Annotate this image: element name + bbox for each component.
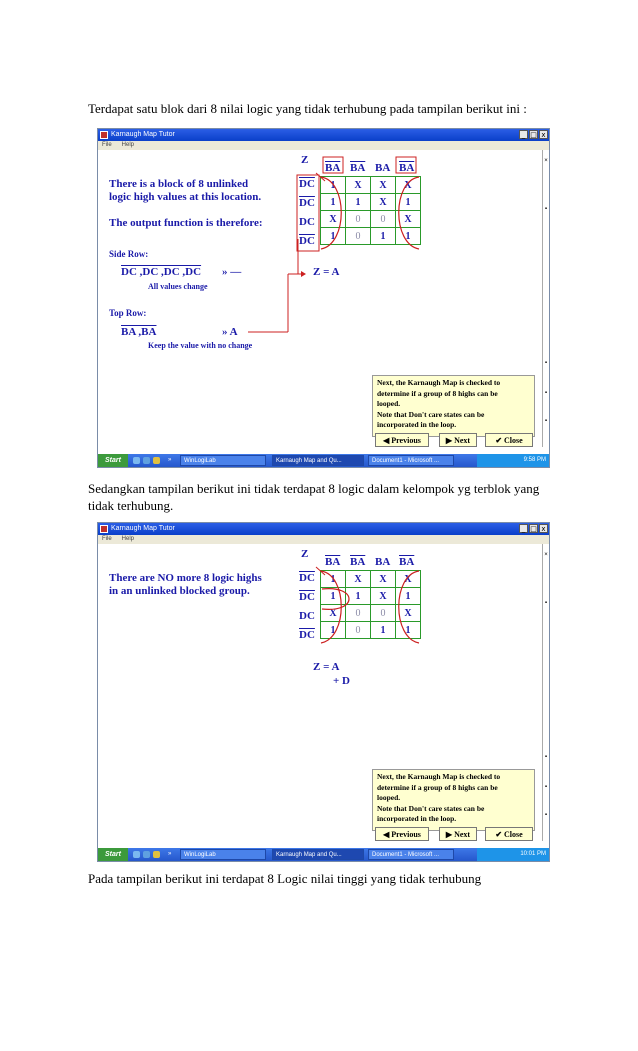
note-line: incorporated in the loop.: [377, 420, 457, 429]
clock: 9:58 PM: [523, 457, 546, 463]
kmap-cell: 1: [396, 622, 421, 639]
kmap-cell: 1: [321, 194, 346, 211]
paragraph-middle: Sedangkan tampilan berikut ini tidak terdapat 8 logic dalam kelompok yg terblok yang tidak terhubung.: [88, 481, 540, 513]
taskbar: [98, 848, 549, 861]
taskbar-item-document[interactable]: Document1 - Microsoft ...: [368, 455, 454, 466]
col-header-3: BA: [375, 556, 391, 568]
note-line: Next, the Karnaugh Map is checked to: [377, 378, 501, 387]
taskbar-item-karnaugh[interactable]: Karnaugh Map and Qu...: [272, 455, 364, 466]
karnaugh-map-grid: [320, 176, 421, 245]
kmap-cell: 1: [321, 622, 346, 639]
next-button[interactable]: ▶ Next: [439, 827, 477, 841]
arrow-head-icon: [301, 271, 306, 277]
window-title: Karnaugh Map Tutor: [111, 131, 175, 138]
note-line: Next, the Karnaugh Map is checked to: [377, 772, 501, 781]
minimize-button[interactable]: _: [519, 130, 528, 139]
screenshot-1: [97, 128, 550, 468]
taskbar-item-winlogilab[interactable]: WinLogiLab: [180, 455, 266, 466]
kmap-cell: X: [396, 177, 421, 194]
scroll-strip[interactable]: [542, 544, 549, 841]
top-row-label: Top Row:: [109, 308, 147, 318]
kmap-cell: X: [396, 211, 421, 228]
kmap-cell: X: [371, 194, 396, 211]
close-icon: ×: [544, 552, 548, 558]
top-row-terms: BA ,BA: [121, 326, 157, 338]
start-button[interactable]: Start: [98, 454, 128, 467]
kmap-cell: 0: [371, 605, 396, 622]
row-header-3: DC: [299, 216, 315, 228]
explanation-line-1: There are NO more 8 logic highs: [109, 572, 262, 584]
folder-icon[interactable]: [153, 457, 160, 464]
system-tray: [477, 848, 549, 861]
note-line: looped.: [377, 793, 401, 802]
kmap-cell: 1: [346, 194, 371, 211]
menu-help[interactable]: Help: [121, 536, 135, 542]
kmap-cell: 1: [396, 228, 421, 245]
col-header-3: BA: [375, 162, 391, 174]
close-button[interactable]: ✔ Close: [485, 433, 533, 447]
explanation-line-1: There is a block of 8 unlinked: [109, 178, 249, 190]
previous-button[interactable]: ◀ Previous: [375, 827, 429, 841]
kmap-cell: 0: [346, 622, 371, 639]
maximize-button[interactable]: □: [530, 131, 537, 139]
minimize-button[interactable]: _: [519, 524, 528, 533]
all-values-change-label: All values change: [148, 282, 208, 291]
explanation-line-2: logic high values at this location.: [109, 191, 262, 203]
kmap-cell: X: [396, 605, 421, 622]
kmap-cell: X: [346, 177, 371, 194]
top-row-arrow: » A: [222, 326, 238, 338]
kmap-cell: 1: [396, 194, 421, 211]
paragraph-intro: Terdapat satu blok dari 8 nilai logic yang tidak terhubung pada tampilan berikut ini :: [88, 101, 527, 116]
screenshot-2: [97, 522, 550, 862]
z-label: Z: [301, 154, 309, 166]
note-line: Note that Don't care states can be: [377, 409, 485, 419]
scroll-marker-icon: ▪: [544, 754, 548, 760]
menu-bar: [98, 141, 549, 150]
title-bar: [98, 523, 549, 535]
side-row-connector: [288, 239, 298, 274]
window-title: Karnaugh Map Tutor: [111, 525, 175, 532]
kmap-cell: 1: [346, 588, 371, 605]
taskbar: [98, 454, 549, 467]
kmap-cell: X: [321, 211, 346, 228]
title-bar: [98, 129, 549, 141]
kmap-cell: X: [371, 571, 396, 588]
kmap-cell: 1: [321, 571, 346, 588]
col-header-2: $\overline{BA}$: [350, 162, 366, 174]
browser-icon[interactable]: [133, 851, 140, 858]
menu-help[interactable]: Help: [121, 142, 135, 148]
karnaugh-map-grid: [320, 570, 421, 639]
scroll-marker-icon: ▪: [544, 600, 548, 606]
maximize-button[interactable]: □: [530, 525, 537, 533]
paragraph-closing: Pada tampilan berikut ini terdapat 8 Logic nilai tinggi yang tidak terhubung: [88, 871, 482, 886]
col-header-1: $\overline{BA}$: [325, 556, 341, 568]
col-header-1: $\overline{BA}$: [325, 162, 341, 174]
keep-value-label: Keep the value with no change: [148, 341, 253, 350]
close-button[interactable]: ✔ Close: [485, 827, 533, 841]
kmap-cell: X: [371, 588, 396, 605]
kmap-cell: 1: [321, 228, 346, 245]
quicklaunch-chevron[interactable]: »: [168, 457, 172, 463]
kmap-cell: X: [396, 571, 421, 588]
taskbar-item-document[interactable]: Document1 - Microsoft ...: [368, 849, 454, 860]
start-button[interactable]: Start: [98, 848, 128, 861]
kmap-cell: 0: [346, 605, 371, 622]
kmap-cell: 0: [371, 211, 396, 228]
next-button[interactable]: ▶ Next: [439, 433, 477, 447]
col-header-2: $\overline{BA}$: [350, 556, 366, 568]
note-line: looped.: [377, 399, 401, 408]
row-header-2: $\overline{DC}$: [299, 197, 315, 209]
note-line: Note that Don't care states can be: [377, 803, 485, 813]
close-window-button[interactable]: x: [539, 524, 548, 533]
browser-icon[interactable]: [133, 457, 140, 464]
app-icon: [100, 131, 108, 139]
folder-icon[interactable]: [153, 851, 160, 858]
taskbar-item-winlogilab[interactable]: WinLogiLab: [180, 849, 266, 860]
explanation-note: [372, 769, 535, 831]
kmap-cell: 0: [346, 228, 371, 245]
kmap-cell: X: [346, 571, 371, 588]
side-row-terms: DC ,DC ,DC ,DC: [121, 266, 202, 278]
row-header-1: $\overline{DC}$: [299, 572, 315, 584]
kmap-cell: 1: [321, 588, 346, 605]
explanation-note: [372, 375, 535, 437]
close-window-button[interactable]: x: [539, 130, 548, 139]
scroll-marker-icon: ▪: [544, 418, 548, 424]
scroll-marker-icon: ▪: [544, 812, 548, 818]
col-header-4: $\overline{BA}$: [399, 556, 415, 568]
result-equation: Z = A: [313, 266, 340, 278]
row-header-4: $\overline{DC}$: [299, 629, 315, 641]
row-header-4: $\overline{DC}$: [299, 235, 315, 247]
system-tray: [477, 454, 549, 467]
kmap-cell: X: [371, 177, 396, 194]
menu-bar: [98, 535, 549, 544]
result-equation-line-1: Z = A: [313, 661, 340, 673]
z-label: Z: [301, 548, 309, 560]
note-line: incorporated in the loop.: [377, 814, 457, 823]
kmap-cell: 1: [396, 588, 421, 605]
clock: 10:01 PM: [520, 851, 546, 857]
note-line: determine if a group of 8 highs can be: [377, 782, 498, 792]
previous-button[interactable]: ◀ Previous: [375, 433, 429, 447]
taskbar-item-karnaugh[interactable]: Karnaugh Map and Qu...: [272, 849, 364, 860]
result-equation-line-2: + D: [333, 675, 350, 687]
kmap-cell: 1: [371, 228, 396, 245]
row-header-1: $\overline{DC}$: [299, 178, 315, 190]
col-header-4: $\overline{BA}$: [399, 162, 415, 174]
explanation-line-3: The output function is therefore:: [109, 217, 263, 229]
kmap-cell: X: [321, 605, 346, 622]
scroll-marker-icon: ▪: [544, 784, 548, 790]
scroll-marker-icon: ▪: [544, 360, 548, 366]
row-header-2: $\overline{DC}$: [299, 591, 315, 603]
note-line: determine if a group of 8 highs can be: [377, 388, 498, 398]
explanation-line-2: in an unlinked blocked group.: [109, 585, 250, 597]
quicklaunch-chevron[interactable]: »: [168, 851, 172, 857]
kmap-cell: 0: [346, 211, 371, 228]
side-row-arrow: » —: [222, 266, 242, 278]
kmap-cell: 1: [321, 177, 346, 194]
side-row-label: Side Row:: [109, 249, 149, 259]
app-icon: [100, 525, 108, 533]
scroll-marker-icon: ▪: [544, 390, 548, 396]
row-header-3: DC: [299, 610, 315, 622]
scroll-strip[interactable]: [542, 150, 549, 447]
quicklaunch-icon[interactable]: [143, 851, 150, 858]
menu-file[interactable]: File: [102, 536, 112, 542]
menu-file[interactable]: File: [102, 142, 112, 148]
quicklaunch-icon[interactable]: [143, 457, 150, 464]
kmap-cell: 1: [371, 622, 396, 639]
close-icon: ×: [544, 158, 548, 164]
scroll-marker-icon: ▪: [544, 206, 548, 212]
